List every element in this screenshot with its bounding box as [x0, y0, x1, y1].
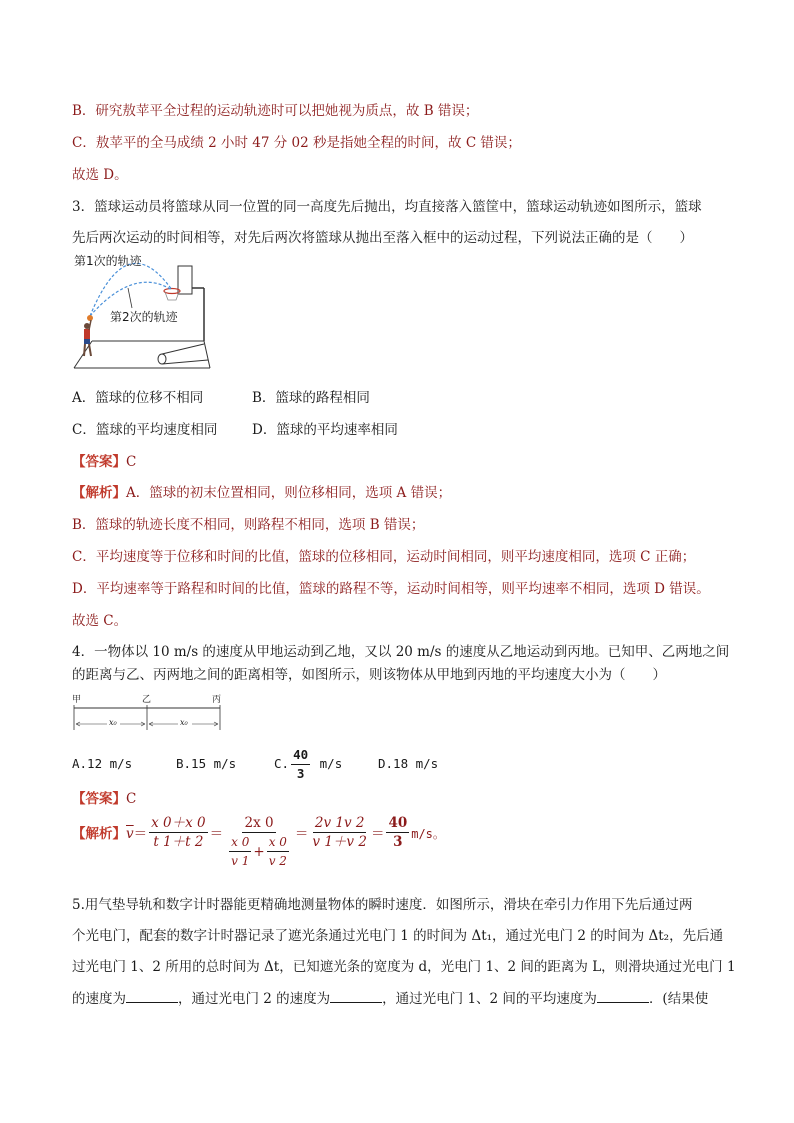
formula-fraction-1: $\frac{x 0+x 0}{t 1+t 2}$: [151, 815, 206, 850]
segment-x0-label-2: x₀: [180, 718, 188, 727]
q4-option-c: C. $\frac{40}{3}$ m/s: [274, 747, 343, 781]
q3-options-row2: [72, 420, 398, 440]
answer-blank-3[interactable]: [597, 988, 649, 1003]
q4-analysis-formula: 【解析】 $\overline{v}$ ＝ $\frac{x 0+x 0}{t 1+t 2}$ ＝ 2x 0 $\frac{x 0}{v 1}$ + $\frac{x 0}{v 2}$ ＝ $\frac{2v 1v 2}{v 1+v 2}$ ＝ $\frac{40}{3}$ m/s。: [72, 815, 445, 868]
trajectory-2-label: 第2次的轨迹: [110, 310, 178, 324]
q4-option-d: D.18 m/s: [378, 756, 439, 771]
basketball-icon: [87, 315, 93, 321]
point-bing-label: 丙: [212, 695, 222, 705]
q4-stem-line2: 的距离与乙、丙两地之间的距离相等，如图所示，则该物体从甲地到丙地的平均速度大小为（ ）: [72, 667, 666, 683]
trajectory-1-label: 第1次的轨迹: [74, 254, 142, 268]
formula-fraction-result: $\frac{40}{3}$: [388, 815, 408, 850]
q3-option-a: A．篮球的位移不相同: [72, 390, 204, 406]
q3-analysis-a: [72, 483, 451, 503]
q3-option-b: B．篮球的路程相同: [252, 390, 370, 406]
q5-stem-line3: 过光电门 1、2 所用的总时间为 Δt，已知遮光条的宽度为 d，光电门 1、2 间的距离为 L，则滑块通过光电门 1: [72, 959, 736, 975]
answer-blank-2[interactable]: [330, 988, 382, 1003]
formula-fraction-3: $\frac{2v 1v 2}{v 1+v 2}$: [312, 815, 367, 850]
q4-option-c-fraction: $\frac{40}{3}$: [293, 747, 309, 781]
average-velocity-symbol: $\overline{v}$: [126, 826, 134, 842]
answer-tag: 【答案】: [72, 454, 126, 470]
q3-answer: [72, 452, 136, 472]
q3-option-c: C．篮球的平均速度相同: [72, 422, 218, 438]
distance-diagram: [72, 692, 232, 732]
court-line-right: [204, 341, 210, 368]
answer-blank-1[interactable]: [126, 988, 178, 1003]
q3-analysis-b: B．篮球的轨迹长度不相同，则路程不相同，选项 B 错误；: [72, 517, 425, 533]
q3-basketball-figure: [72, 248, 212, 373]
q5-stem-line4: 的速度为 ，通过光电门 2 的速度为 ，通过光电门 1、2 间的平均速度为 ．(结果使: [72, 988, 708, 1009]
q3-analysis-d: D．平均速率等于路程和时间的比值，篮球的路程不等，运动时间相等，则平均速率不相同，选项 D 错误。: [72, 581, 710, 597]
answer-value: C: [126, 791, 137, 807]
q4-option-b: B.15 m/s: [176, 756, 237, 771]
point-jia-label: 甲: [72, 695, 82, 705]
q3-option-d: D．篮球的平均速率相同: [252, 422, 398, 438]
prev-analysis-c: C．敖苹平的全马成绩 2 小时 47 分 02 秒是指她全程的时间，故 C 错误；: [72, 135, 521, 151]
q3-stem-line2: 先后两次运动的时间相等，对先后两次将篮球从抛出至落入框中的运动过程，下列说法正确的是（ ）: [72, 230, 693, 246]
player-body: [84, 329, 90, 339]
segment-x0-label-1: x₀: [109, 718, 117, 727]
analysis-tag: 【解析】: [72, 485, 126, 501]
prev-selection: 故选 D。: [72, 167, 128, 183]
q3-options-row1: [72, 388, 370, 408]
analysis-text: A．篮球的初末位置相同，则位移相同，选项 A 错误；: [126, 485, 452, 501]
q4-distance-figure: [72, 692, 232, 732]
prev-analysis-b: B．研究敖苹平全过程的运动轨迹时可以把她视为质点，故 B 错误；: [72, 103, 479, 119]
q4-answer: [72, 789, 136, 809]
key-circle: [158, 354, 166, 364]
answer-tag: 【答案】: [72, 791, 126, 807]
q3-analysis-c: C．平均速度等于位移和时间的比值，篮球的位移相同，运动时间相同，则平均速度相同，选项 C 正确；: [72, 549, 696, 565]
q3-selection: 故选 C。: [72, 613, 128, 629]
q3-stem-line1: 3．篮球运动员将篮球从同一位置的同一高度先后抛出，均直接落入篮筐中，篮球运动轨迹如图所示，篮球: [72, 199, 702, 215]
q4-options-row: [72, 744, 438, 784]
q5-stem-line1: 5.用气垫导轨和数字计时器能更精确地测量物体的瞬时速度．如图所示，滑块在牵引力作用下先后通过两: [72, 897, 693, 913]
q5-stem-line2: 个光电门，配套的数字计时器记录了遮光条通过光电门 1 的时间为 Δt₁，通过光电门 2 的时间为 Δt₂，先后通: [72, 928, 724, 944]
analysis-tag: 【解析】: [72, 826, 126, 842]
q4-option-a: A.12 m/s: [72, 756, 133, 771]
point-yi-label: 乙: [142, 695, 152, 705]
q4-stem-line1: 4．一物体以 10 m/s 的速度从甲地运动到乙地，又以 20 m/s 的速度从乙地运动到丙地。已知甲、乙两地之间: [72, 644, 730, 660]
answer-value: C: [126, 454, 137, 470]
formula-fraction-2: 2x 0 $\frac{x 0}{v 1}$ + $\frac{x 0}{v 2}$: [231, 815, 287, 868]
